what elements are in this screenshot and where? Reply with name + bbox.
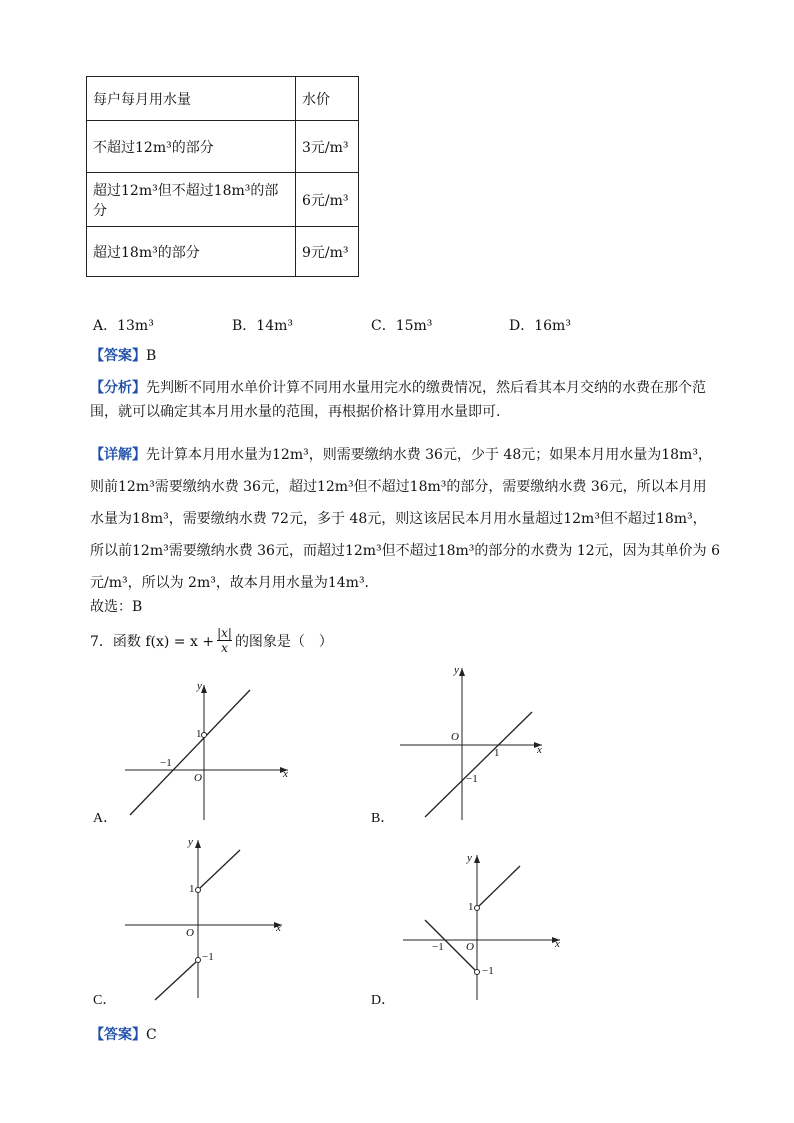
option-b: B．14m³ <box>232 318 293 334</box>
axis-x-label: x <box>283 768 288 780</box>
table-cell: 超过18m³的部分 <box>87 227 296 277</box>
origin-label: O <box>186 927 194 939</box>
tick-label: 1 <box>494 747 500 759</box>
answer-value: C <box>146 1027 157 1043</box>
graph-label-a: A． <box>93 811 118 826</box>
table-cell: 9元/m³ <box>296 227 359 277</box>
detail-line: 则前12m³需要缴纳水费 36元，超过12m³但不超过18m³的部分，需要缴纳水费 36元，所以本月用 <box>90 479 707 495</box>
graph-label-b: B． <box>371 811 395 826</box>
option-a: A．13m³ <box>93 318 154 334</box>
answer-line-2 <box>90 1024 157 1044</box>
origin-label: O <box>194 772 202 784</box>
table-cell: 超过12m³但不超过18m³的部分 <box>87 173 296 227</box>
detail-line: 水量为18m³，需要缴纳水费 72元，多于 48元，则这该居民本月用水量超过12m³但不超过18m³， <box>90 511 707 527</box>
table-header: 每户每月用水量 <box>87 77 296 121</box>
origin-label: O <box>466 941 474 953</box>
origin-label: O <box>451 731 459 743</box>
axis-x-label: x <box>537 744 542 756</box>
graph-d <box>403 855 560 1000</box>
option-d: D．16m³ <box>509 318 571 334</box>
question-text: 7．函数 f(x) = x + <box>90 633 215 650</box>
option-c: C．15m³ <box>371 318 433 334</box>
detail-line: 先计算本月用水量为12m³，则需要缴纳水费 36元，少于 48元；如果本月用水量为18m³， <box>146 447 712 463</box>
axis-y-label: y <box>467 852 472 864</box>
table-cell: 3元/m³ <box>296 121 359 173</box>
tick-label: −1 <box>202 951 214 963</box>
axis-x-label: x <box>276 922 281 934</box>
denominator: x <box>221 641 228 655</box>
answer-label: 【答案】 <box>90 348 146 364</box>
answer-value: B <box>146 348 157 364</box>
graph-c <box>125 840 282 1000</box>
detail-label: 【详解】 <box>90 447 146 463</box>
analysis-label: 【分析】 <box>90 380 146 396</box>
question-text: 的图象是（ ） <box>234 633 333 650</box>
graph-b <box>400 668 542 820</box>
axis-y-label: y <box>454 664 459 676</box>
tick-label: −1 <box>466 773 478 785</box>
table-header: 水价 <box>296 77 359 121</box>
axis-y-label: y <box>188 836 193 848</box>
axis-y-label: y <box>197 680 202 692</box>
axis-x-label: x <box>555 938 560 950</box>
numerator: |x| <box>217 626 232 640</box>
table-cell: 6元/m³ <box>296 173 359 227</box>
tick-label: 1 <box>189 883 195 895</box>
tick-label: −1 <box>160 757 172 769</box>
choice-line: 故选：B <box>90 599 143 615</box>
table-cell: 不超过12m³的部分 <box>87 121 296 173</box>
answer-label: 【答案】 <box>90 1027 146 1043</box>
graph-label-c: C． <box>93 993 117 1008</box>
analysis-text: 先判断不同用水单价计算不同用水量用完水的缴费情况，然后看其本月交纳的水费在那个范围，就可以确定其本月用水量的范围，再根据价格计算用水量即可. <box>90 380 706 420</box>
graph-a <box>125 685 288 820</box>
graph-label-d: D． <box>371 993 396 1008</box>
tick-label: −1 <box>432 941 444 953</box>
detail-line: 元/m³，所以为 2m³，故本月用水量为14m³. <box>90 575 370 591</box>
tick-label: 1 <box>196 728 202 740</box>
tick-label: −1 <box>482 965 494 977</box>
tick-label: 1 <box>468 901 474 913</box>
detail-line: 所以前12m³需要缴纳水费 36元，而超过12m³但不超过18m³的部分的水费为 12元，因为其单价为 6 <box>90 543 720 559</box>
